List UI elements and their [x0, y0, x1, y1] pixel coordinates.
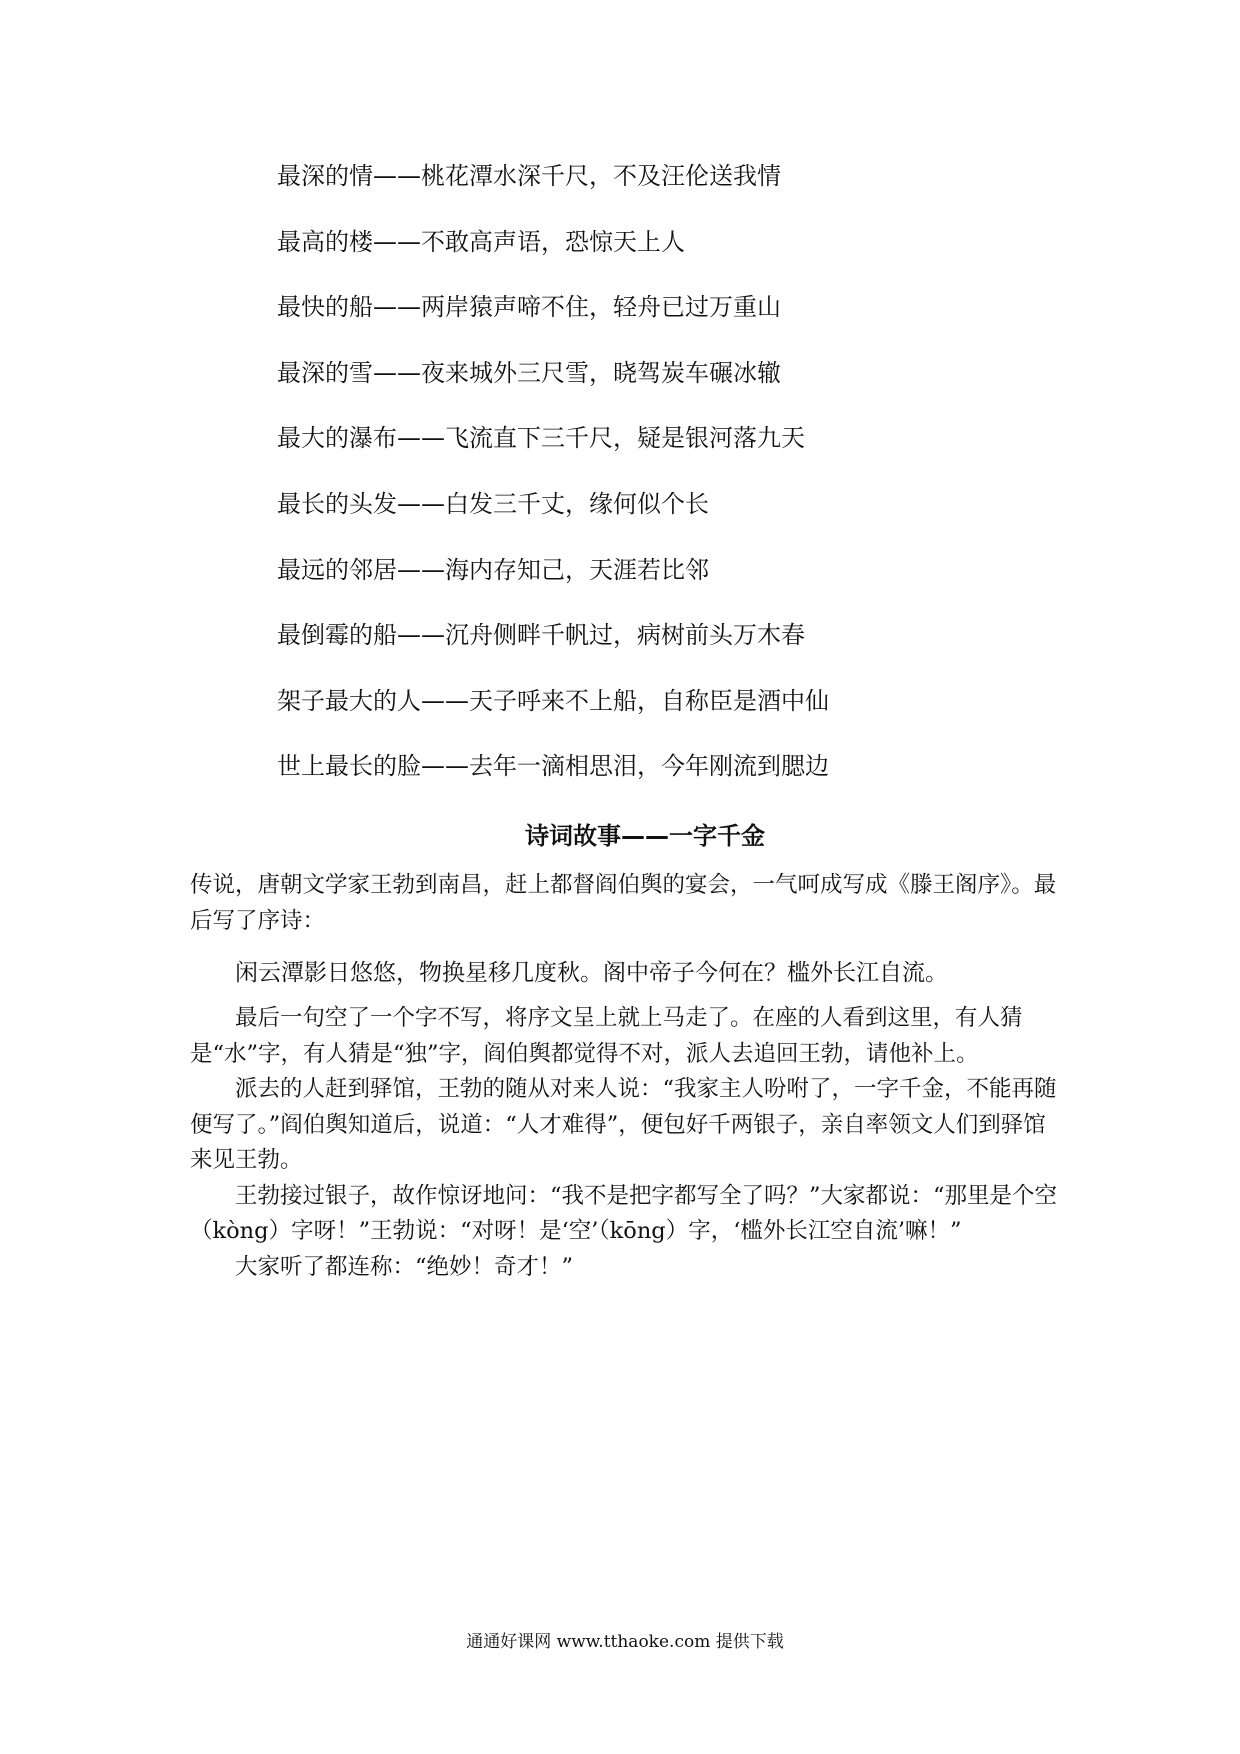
list-item: 最深的雪——夜来城外三尺雪，晓驾炭车碾冰辙: [277, 358, 781, 387]
list-item: 最长的头发——白发三千丈，缘何似个长: [277, 489, 709, 518]
story-paragraph: 王勃接过银子，故作惊讶地问：“我不是把字都写全了吗？”大家都说：“那里是个空（kòng）字呀！”王勃说：“对呀！是‘空’（kōng）字，‘槛外长江空自流’嘛！”: [190, 1182, 1058, 1244]
story-poem: 闲云潭影日悠悠，物换星移几度秋。阁中帝子今何在？槛外长江自流。: [235, 960, 948, 986]
story-body: [190, 868, 1060, 1285]
list-item: 架子最大的人——天子呼来不上船，自称臣是酒中仙: [277, 686, 829, 715]
list-item: 最快的船——两岸猿声啼不住，轻舟已过万重山: [277, 293, 781, 322]
list-item: 最大的瀑布——飞流直下三千尺，疑是银河落九天: [277, 424, 805, 453]
story-paragraph: 最后一句空了一个字不写，将序文呈上就上马走了。在座的人看到这里，有人猜是“水”字，有人猜是“独”字，阎伯舆都觉得不对，派人去追回王勃，请他补上。: [190, 1005, 1023, 1067]
superlative-poem-list: [277, 160, 1077, 816]
list-item: 世上最长的脸——去年一滴相思泪，今年刚流到腮边: [277, 752, 829, 781]
story-paragraph: 派去的人赶到驿馆，王勃的随从对来人说：“我家主人吩咐了，一字千金，不能再随便写了。”阎伯舆知道后，说道：“人才难得”，便包好千两银子，亲自率领文人们到驿馆来见王勃。: [190, 1076, 1057, 1173]
list-item: 最深的情——桃花潭水深千尺，不及汪伦送我情: [277, 162, 781, 190]
list-item: 最倒霉的船——沉舟侧畔千帆过，病树前头万木春: [277, 621, 805, 650]
page-footer: 通通好课网 www.tthaoke.com 提供下载: [466, 1632, 784, 1652]
story-intro: 传说，唐朝文学家王勃到南昌，赶上都督阎伯舆的宴会，一气呵成写成《滕王阁序》。最后写了序诗：: [190, 872, 1057, 934]
list-item: 最远的邻居——海内存知己，天涯若比邻: [277, 555, 709, 584]
list-item: 最高的楼——不敢高声语，恐惊天上人: [277, 227, 685, 256]
story-title: 诗词故事——一字千金: [525, 822, 765, 850]
story-paragraph: 大家听了都连称：“绝妙！奇才！”: [235, 1253, 574, 1280]
